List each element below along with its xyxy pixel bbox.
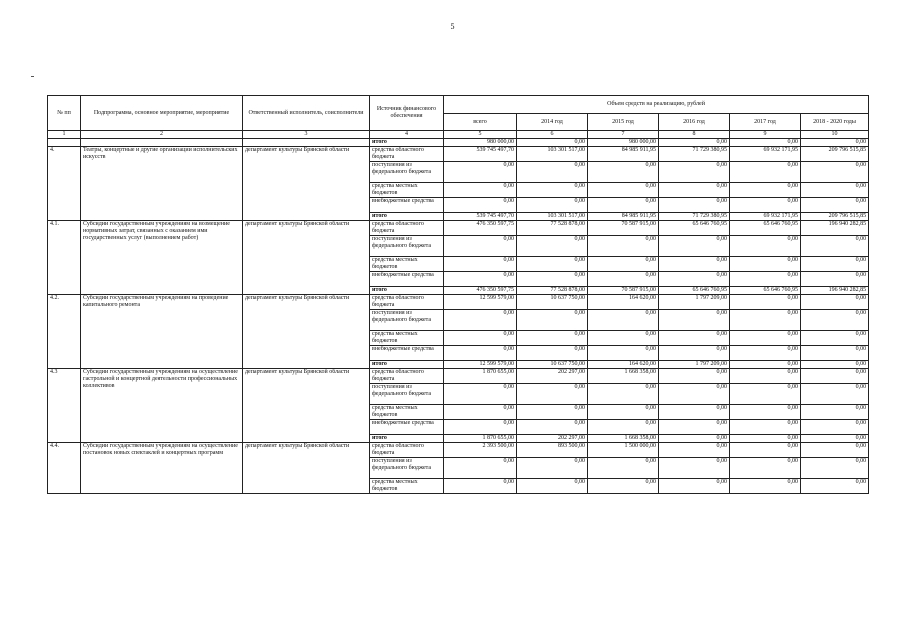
value-cell: 476 350 597,75 xyxy=(444,221,517,236)
section-number: 4.3 xyxy=(48,369,81,443)
value-cell: 1 797 209,00 xyxy=(659,361,730,369)
funding-source: средства областного бюджета xyxy=(370,369,444,384)
value-cell: 0,00 xyxy=(588,257,659,272)
value-cell: 0,00 xyxy=(517,346,588,361)
value-cell: 0,00 xyxy=(444,479,517,494)
value-cell: 0,00 xyxy=(588,162,659,183)
value-cell: 0,00 xyxy=(659,236,730,257)
source-row xyxy=(48,221,869,236)
total-label: итого xyxy=(370,435,444,443)
value-cell: 209 796 515,85 xyxy=(801,147,869,162)
header-year-total: всего xyxy=(444,114,517,131)
top-total-row xyxy=(48,139,869,147)
value-cell: 0,00 xyxy=(517,162,588,183)
value-cell: 0,00 xyxy=(801,443,869,458)
value-cell: 70 587 915,00 xyxy=(588,221,659,236)
value-cell: 84 985 911,95 xyxy=(588,147,659,162)
funding-source: поступления из федерального бюджета xyxy=(370,162,444,183)
value-cell: 0,00 xyxy=(588,405,659,420)
value-cell: 0,00 xyxy=(801,458,869,479)
value-cell: 1 668 358,00 xyxy=(588,435,659,443)
column-number: 7 xyxy=(588,131,659,139)
source-row xyxy=(48,443,869,458)
value-cell: 0,00 xyxy=(659,384,730,405)
funding-source: средства областного бюджета xyxy=(370,147,444,162)
value-cell: 0,00 xyxy=(801,361,869,369)
section-executor: департамент культуры Брянской области xyxy=(243,443,370,494)
column-number: 10 xyxy=(801,131,869,139)
section-executor: департамент культуры Брянской области xyxy=(243,221,370,295)
value-cell: 65 646 760,95 xyxy=(659,287,730,295)
value-cell: 0,00 xyxy=(517,458,588,479)
value-cell: 0,00 xyxy=(730,479,801,494)
funding-source: средства областного бюджета xyxy=(370,295,444,310)
value-cell: 0,00 xyxy=(517,183,588,198)
value-cell: 69 932 171,95 xyxy=(730,147,801,162)
value-cell: 196 940 282,85 xyxy=(801,287,869,295)
value-cell: 209 796 515,85 xyxy=(801,213,869,221)
value-cell: 0,00 xyxy=(659,272,730,287)
value-cell: 164 620,00 xyxy=(588,361,659,369)
funding-source: средства местных бюджетов xyxy=(370,257,444,272)
funding-source: внебюджетные средства xyxy=(370,198,444,213)
value-cell: 0,00 xyxy=(517,139,588,147)
section-name: Субсидии государственным учреждениям на проведение капитального ремонта xyxy=(81,295,243,369)
header-volume: Объем средств на реализацию, рублей xyxy=(444,96,869,114)
value-cell: 0,00 xyxy=(588,272,659,287)
header-year-2017: 2017 год xyxy=(730,114,801,131)
value-cell: 0,00 xyxy=(659,310,730,331)
value-cell: 0,00 xyxy=(659,479,730,494)
value-cell: 0,00 xyxy=(801,295,869,310)
column-number: 3 xyxy=(243,131,370,139)
value-cell: 980 000,00 xyxy=(444,139,517,147)
value-cell: 0,00 xyxy=(444,257,517,272)
funding-source: внебюджетные средства xyxy=(370,420,444,435)
value-cell: 0,00 xyxy=(730,435,801,443)
funding-source: средства областного бюджета xyxy=(370,443,444,458)
value-cell: 893 500,00 xyxy=(517,443,588,458)
value-cell: 10 637 750,00 xyxy=(517,295,588,310)
value-cell: 0,00 xyxy=(444,331,517,346)
funding-source: средства местных бюджетов xyxy=(370,479,444,494)
value-cell: 10 637 750,00 xyxy=(517,361,588,369)
value-cell: 0,00 xyxy=(801,435,869,443)
value-cell: 0,00 xyxy=(588,198,659,213)
total-label: итого xyxy=(370,361,444,369)
value-cell: 0,00 xyxy=(517,236,588,257)
value-cell: 0,00 xyxy=(444,458,517,479)
value-cell: 0,00 xyxy=(730,331,801,346)
value-cell: 0,00 xyxy=(517,331,588,346)
value-cell: 0,00 xyxy=(588,331,659,346)
section-number: 4.1. xyxy=(48,221,81,295)
value-cell: 0,00 xyxy=(588,236,659,257)
value-cell: 12 599 579,00 xyxy=(444,295,517,310)
value-cell: 0,00 xyxy=(588,458,659,479)
value-cell: 103 301 517,00 xyxy=(517,213,588,221)
value-cell: 0,00 xyxy=(517,198,588,213)
funding-source: поступления из федерального бюджета xyxy=(370,458,444,479)
value-cell: 0,00 xyxy=(588,384,659,405)
empty-cell xyxy=(81,139,243,147)
value-cell: 0,00 xyxy=(659,139,730,147)
value-cell: 0,00 xyxy=(444,183,517,198)
value-cell: 0,00 xyxy=(659,346,730,361)
value-cell: 65 646 760,95 xyxy=(730,221,801,236)
column-number: 1 xyxy=(48,131,81,139)
value-cell: 77 528 878,00 xyxy=(517,221,588,236)
value-cell: 0,00 xyxy=(801,257,869,272)
value-cell: 0,00 xyxy=(444,198,517,213)
value-cell: 0,00 xyxy=(801,331,869,346)
value-cell: 0,00 xyxy=(444,272,517,287)
section-executor: департамент культуры Брянской области xyxy=(243,295,370,369)
budget-table-container xyxy=(47,95,869,494)
source-row xyxy=(48,147,869,162)
value-cell: 0,00 xyxy=(659,369,730,384)
header-year-2016: 2016 год xyxy=(659,114,730,131)
header-num: № пп xyxy=(48,96,81,131)
budget-table xyxy=(47,95,869,494)
source-row xyxy=(48,295,869,310)
value-cell: 0,00 xyxy=(801,479,869,494)
value-cell: 0,00 xyxy=(588,420,659,435)
source-row xyxy=(48,369,869,384)
value-cell: 0,00 xyxy=(801,162,869,183)
value-cell: 0,00 xyxy=(730,257,801,272)
value-cell: 476 350 597,75 xyxy=(444,287,517,295)
value-cell: 0,00 xyxy=(730,405,801,420)
value-cell: 0,00 xyxy=(730,420,801,435)
value-cell: 0,00 xyxy=(517,384,588,405)
value-cell: 164 620,00 xyxy=(588,295,659,310)
value-cell: 103 301 517,00 xyxy=(517,147,588,162)
value-cell: 196 940 282,85 xyxy=(801,221,869,236)
value-cell: 1 870 655,00 xyxy=(444,435,517,443)
section-number: 4. xyxy=(48,147,81,221)
value-cell: 0,00 xyxy=(588,183,659,198)
scan-mark xyxy=(31,76,34,77)
value-cell: 0,00 xyxy=(659,443,730,458)
funding-source: средства местных бюджетов xyxy=(370,331,444,346)
funding-source: поступления из федерального бюджета xyxy=(370,310,444,331)
value-cell: 0,00 xyxy=(730,443,801,458)
value-cell: 0,00 xyxy=(801,420,869,435)
value-cell: 1 797 209,00 xyxy=(659,295,730,310)
value-cell: 0,00 xyxy=(588,346,659,361)
empty-cell xyxy=(48,139,81,147)
section-name: Субсидии государственным учреждениям на возмещение нормативных затрат, связанных с оказанием ими государственных услуг (выполнением работ) xyxy=(81,221,243,295)
value-cell: 0,00 xyxy=(801,236,869,257)
value-cell: 0,00 xyxy=(659,331,730,346)
value-cell: 0,00 xyxy=(730,295,801,310)
value-cell: 0,00 xyxy=(517,257,588,272)
column-number: 9 xyxy=(730,131,801,139)
value-cell: 12 599 579,00 xyxy=(444,361,517,369)
value-cell: 69 932 171,95 xyxy=(730,213,801,221)
value-cell: 0,00 xyxy=(801,369,869,384)
value-cell: 0,00 xyxy=(801,183,869,198)
value-cell: 65 646 760,95 xyxy=(730,287,801,295)
funding-source: средства местных бюджетов xyxy=(370,405,444,420)
value-cell: 0,00 xyxy=(517,272,588,287)
funding-source: средства местных бюджетов xyxy=(370,183,444,198)
funding-source: поступления из федерального бюджета xyxy=(370,384,444,405)
value-cell: 0,00 xyxy=(730,139,801,147)
header-year-2018-2020: 2018 - 2020 годы xyxy=(801,114,869,131)
value-cell: 980 000,00 xyxy=(588,139,659,147)
column-number: 6 xyxy=(517,131,588,139)
value-cell: 0,00 xyxy=(801,310,869,331)
value-cell: 0,00 xyxy=(730,236,801,257)
value-cell: 0,00 xyxy=(444,405,517,420)
value-cell: 70 587 915,00 xyxy=(588,287,659,295)
funding-source: поступления из федерального бюджета xyxy=(370,236,444,257)
section-executor: департамент культуры Брянской области xyxy=(243,369,370,443)
header-source: Источник финансового обеспечения xyxy=(370,96,444,131)
value-cell: 0,00 xyxy=(730,369,801,384)
value-cell: 0,00 xyxy=(659,162,730,183)
section-name: Субсидии государственным учреждениям на осуществление постановок новых спектаклей и концертных программ xyxy=(81,443,243,494)
value-cell: 0,00 xyxy=(730,272,801,287)
value-cell: 0,00 xyxy=(801,272,869,287)
column-number: 4 xyxy=(370,131,444,139)
value-cell: 0,00 xyxy=(444,420,517,435)
value-cell: 0,00 xyxy=(444,236,517,257)
value-cell: 0,00 xyxy=(801,405,869,420)
value-cell: 0,00 xyxy=(444,310,517,331)
value-cell: 1 500 000,00 xyxy=(588,443,659,458)
value-cell: 0,00 xyxy=(659,435,730,443)
value-cell: 0,00 xyxy=(730,361,801,369)
value-cell: 0,00 xyxy=(801,346,869,361)
value-cell: 202 297,00 xyxy=(517,369,588,384)
value-cell: 1 668 358,00 xyxy=(588,369,659,384)
value-cell: 2 393 500,00 xyxy=(444,443,517,458)
value-cell: 0,00 xyxy=(730,384,801,405)
value-cell: 0,00 xyxy=(801,384,869,405)
funding-source: внебюджетные средства xyxy=(370,272,444,287)
column-number: 5 xyxy=(444,131,517,139)
value-cell: 539 745 497,70 xyxy=(444,213,517,221)
value-cell: 0,00 xyxy=(730,458,801,479)
value-cell: 0,00 xyxy=(730,310,801,331)
section-executor: департамент культуры Брянской области xyxy=(243,147,370,221)
total-label: итого xyxy=(370,287,444,295)
value-cell: 0,00 xyxy=(517,310,588,331)
section-name: Театры, концертные и другие организации исполнительских искусств xyxy=(81,147,243,221)
value-cell: 71 729 380,95 xyxy=(659,213,730,221)
section-number: 4.2. xyxy=(48,295,81,369)
header-program: Подпрограмма, основное мероприятие, мероприятие xyxy=(81,96,243,131)
value-cell: 539 745 497,70 xyxy=(444,147,517,162)
header-executor: Ответственный исполнитель, соисполнители xyxy=(243,96,370,131)
value-cell: 0,00 xyxy=(444,162,517,183)
value-cell: 0,00 xyxy=(730,162,801,183)
value-cell: 0,00 xyxy=(517,405,588,420)
value-cell: 0,00 xyxy=(659,420,730,435)
value-cell: 77 528 878,00 xyxy=(517,287,588,295)
value-cell: 71 729 380,95 xyxy=(659,147,730,162)
value-cell: 1 870 655,00 xyxy=(444,369,517,384)
value-cell: 0,00 xyxy=(659,458,730,479)
value-cell: 0,00 xyxy=(588,310,659,331)
column-number: 2 xyxy=(81,131,243,139)
total-label: итого xyxy=(370,213,444,221)
header-year-2014: 2014 год xyxy=(517,114,588,131)
funding-source: средства областного бюджета xyxy=(370,221,444,236)
value-cell: 0,00 xyxy=(801,198,869,213)
page-number: 5 xyxy=(450,22,455,31)
value-cell: 0,00 xyxy=(659,405,730,420)
value-cell: 0,00 xyxy=(659,183,730,198)
value-cell: 0,00 xyxy=(659,198,730,213)
value-cell: 0,00 xyxy=(730,198,801,213)
budget-table-body xyxy=(48,139,869,494)
header-year-2015: 2015 год xyxy=(588,114,659,131)
funding-source: внебюджетные средства xyxy=(370,346,444,361)
section-name: Субсидии государственным учреждениям на осуществление гастрольной и концертной деятельности профессиональных коллективов xyxy=(81,369,243,443)
value-cell: 0,00 xyxy=(730,183,801,198)
section-number: 4.4. xyxy=(48,443,81,494)
value-cell: 202 297,00 xyxy=(517,435,588,443)
value-cell: 0,00 xyxy=(517,479,588,494)
value-cell: 65 646 760,95 xyxy=(659,221,730,236)
column-number: 8 xyxy=(659,131,730,139)
value-cell: 0,00 xyxy=(517,420,588,435)
total-label: итого xyxy=(370,139,444,147)
value-cell: 0,00 xyxy=(659,257,730,272)
empty-cell xyxy=(243,139,370,147)
value-cell: 84 985 911,95 xyxy=(588,213,659,221)
value-cell: 0,00 xyxy=(730,346,801,361)
value-cell: 0,00 xyxy=(801,139,869,147)
value-cell: 0,00 xyxy=(588,479,659,494)
value-cell: 0,00 xyxy=(444,346,517,361)
value-cell: 0,00 xyxy=(444,384,517,405)
